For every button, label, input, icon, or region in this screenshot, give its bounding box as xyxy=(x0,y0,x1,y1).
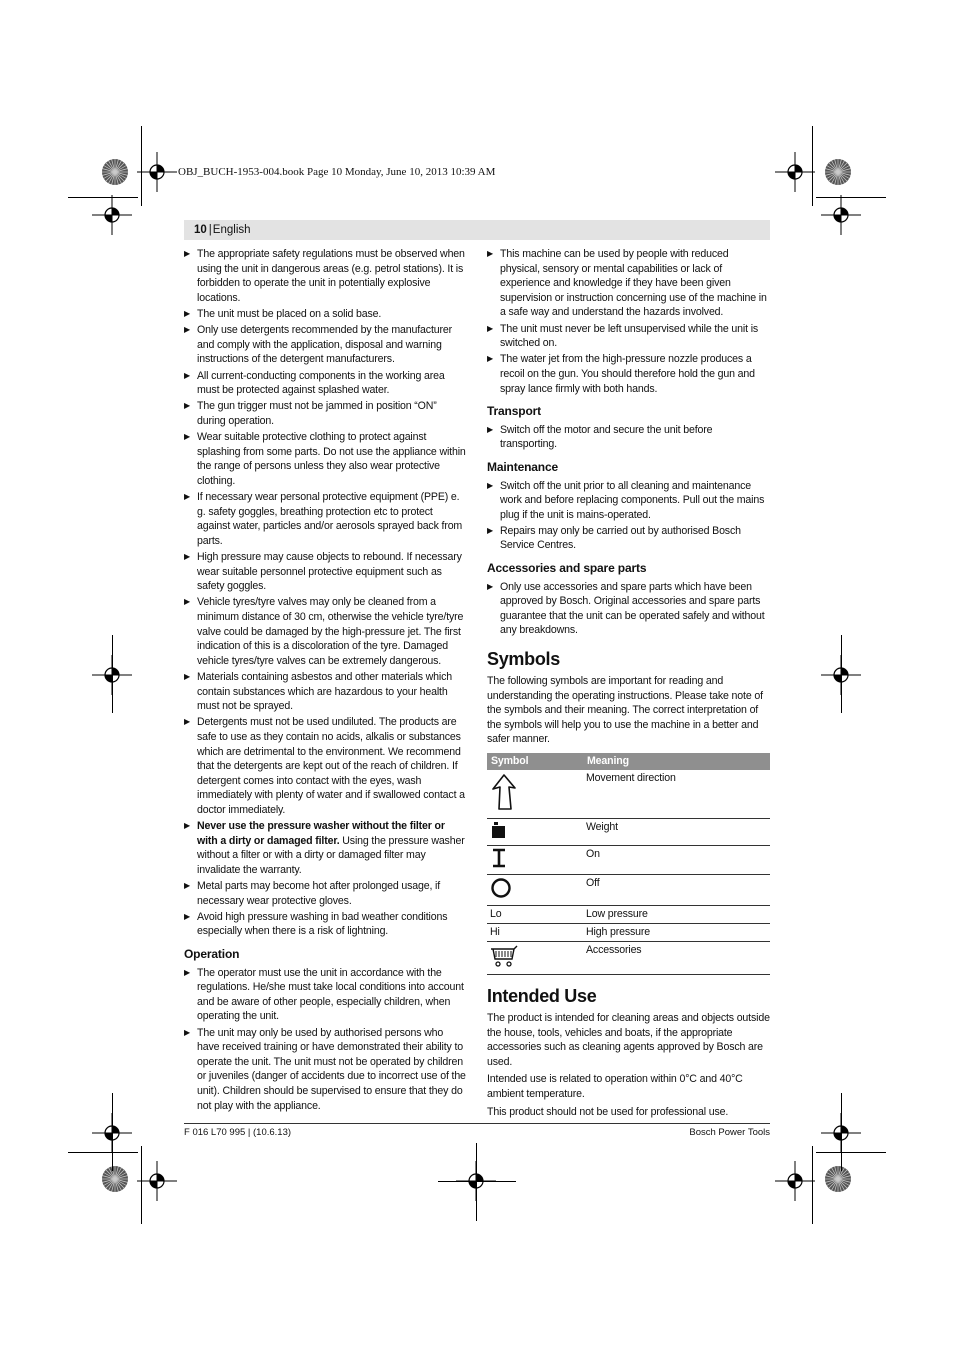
table-row xyxy=(487,906,770,924)
crop-mark-line xyxy=(816,1152,886,1153)
header-separator: | xyxy=(208,224,212,236)
col-meaning-header: Meaning xyxy=(583,753,770,770)
weight-icon xyxy=(490,821,508,839)
symbol-meaning: High pressure xyxy=(583,924,770,942)
symbol-meaning: Low pressure xyxy=(583,906,770,924)
filter-warning-text: Using the pressure washer without a filter or with a dirty or damaged filter may invalidate the warranty. xyxy=(197,834,465,876)
filter-warning-bold: Never use the pressure washer without the filter or with a dirty or damaged filter. xyxy=(197,820,445,847)
crop-mark-line xyxy=(841,635,842,713)
page-header xyxy=(184,220,770,240)
table-header-row xyxy=(487,753,770,770)
list-item: ▶ High pressure may cause objects to rebound. If necessary wear suitable personnel protective equipment such as safety goggles. xyxy=(184,550,466,594)
symbol-label: Hi xyxy=(487,924,583,942)
table-row xyxy=(487,819,770,846)
crop-mark-line xyxy=(141,1146,142,1224)
crop-mark-line xyxy=(141,126,142,206)
symbols-intro: The following symbols are important for reading and understanding the operating instructions. Please take note of the symbols and their meaning. The correct interpretation of the symbols will help you to use the machine in a better and safer manner. xyxy=(487,675,763,746)
list-item: ▶ Repairs may only be carried out by authorised Bosch Service Centres. xyxy=(487,524,770,553)
left-bullets xyxy=(184,247,466,939)
symbol-meaning: Weight xyxy=(583,819,770,846)
list-item: ▶ The unit may only be used by authorised persons who have received training or have demonstrated their ability to operate the unit. The unit must not be operated by children or juveniles (danger of accidents due to incorrect use of the unit). Children should be supervised to ensure that they do not play with the appliance. xyxy=(184,1026,466,1114)
intended-use-heading: Intended Use xyxy=(487,986,597,1006)
crop-mark-line xyxy=(816,197,886,198)
list-item: ▶ Switch off the unit prior to all cleaning and maintenance work and before replacing components. Pull out the mains plug if the unit is mains-operated. xyxy=(487,479,770,523)
col-symbol-header: Symbol xyxy=(487,753,583,770)
list-item: ▶ The operator must use the unit in accordance with the regulations. He/she must take local conditions into account and be aware of other people, especially children, when operating the unit. xyxy=(184,966,466,1024)
list-item: ▶ Vehicle tyres/tyre valves may only be cleaned from a minimum distance of 30 cm, otherwise the vehicle tyre/tyre valve could be damaged by the high-pressure jet. The first indication of this is a discoloration of the tyre. Damaged vehicle tyres/tyre valves can be extremely dangerous. xyxy=(184,595,466,668)
crop-mark-line xyxy=(112,635,113,713)
symbol-meaning: On xyxy=(583,846,770,875)
list-item: ▶ Avoid high pressure washing in bad weather conditions especially when there is a risk of lightning. xyxy=(184,910,466,939)
symbol-meaning: Accessories xyxy=(583,942,770,975)
registration-starburst-icon xyxy=(824,158,852,186)
right-column xyxy=(487,247,770,1122)
list-item: ▶ This machine can be used by people with reduced physical, sensory or mental capabilities or lack of experience and knowledge if they have been given supervision or instruction concerning use of the machine in a safe way and understand the hazards involved. xyxy=(487,247,770,320)
registration-crosshair-icon xyxy=(775,152,815,192)
list-item: ▶ All current-conducting components in the working area must be protected against splashed water. xyxy=(184,369,466,398)
table-row xyxy=(487,942,770,975)
list-item: ▶ The unit must never be left unsupervised while the unit is switched on. xyxy=(487,322,770,351)
crop-mark-line xyxy=(68,197,138,198)
list-item: ▶ Metal parts may become hot after prolonged usage, if necessary wear protective gloves. xyxy=(184,879,466,908)
list-item: ▶ Materials containing asbestos and other materials which contain substances which are hazardous to your health must not be sprayed. xyxy=(184,670,466,714)
off-symbol-icon xyxy=(490,877,512,899)
footer-doc-number: F 016 L70 995 | (10.6.13) xyxy=(184,1127,292,1138)
crop-mark-line xyxy=(812,1146,813,1224)
list-item: ▶ Switch off the motor and secure the unit before transporting. xyxy=(487,423,770,452)
header-language: English xyxy=(212,224,251,236)
list-item: ▶ The unit must be placed on a solid base. xyxy=(184,307,466,322)
crop-mark-line xyxy=(812,126,813,206)
registration-crosshair-icon xyxy=(137,152,177,192)
filter-warning-item xyxy=(184,819,466,877)
on-symbol-icon xyxy=(490,848,508,868)
registration-crosshair-icon xyxy=(821,195,861,235)
symbol-label: Lo xyxy=(487,906,583,924)
symbols-heading: Symbols xyxy=(487,649,560,670)
symbols-table xyxy=(487,753,770,975)
intended-use-paragraph: The product is intended for cleaning areas and objects outside the house, tools, vehicles and boats, if the appropriate accessories such as cleaning agents approved by Bosch are used. xyxy=(487,1012,770,1068)
print-info-line: OBJ_BUCH-1953-004.book Page 10 Monday, June 10, 2013 10:39 AM xyxy=(178,166,496,178)
movement-direction-arrow-icon xyxy=(490,772,518,812)
list-item: ▶ Detergents must not be used undiluted. The products are safe to use as they contain no acids, alkalis or substances which are detrimental to the environment. We recommend that the detergents are kept out of the reach of children. If detergent comes into contact with the eyes, wash immediately with plenty of water and if swallowed contact a doctor immediately. xyxy=(184,715,466,817)
registration-starburst-icon xyxy=(824,1165,852,1193)
registration-starburst-icon xyxy=(101,1165,129,1193)
accessories-cart-icon xyxy=(490,944,520,968)
crop-mark-line xyxy=(112,1093,113,1171)
list-item: ▶ Wear suitable protective clothing to protect against splashing from some parts. Do not use the appliance within the range of persons unless they also wear protective clothing. xyxy=(184,430,466,488)
maintenance-heading: Maintenance xyxy=(487,459,559,474)
crop-mark-line xyxy=(438,1181,516,1182)
crop-mark-line xyxy=(476,1143,477,1221)
symbol-meaning: Off xyxy=(583,875,770,906)
accessories-heading: Accessories and spare parts xyxy=(487,561,647,576)
list-item: ▶ If necessary wear personal protective equipment (PPE) e. g. safety goggles, breathing protection etc to protect against water, particles and/or aerosols sprayed back from parts. xyxy=(184,490,466,548)
registration-crosshair-icon xyxy=(92,195,132,235)
page-footer xyxy=(184,1123,770,1138)
list-item: ▶ Only use accessories and spare parts which have been approved by Bosch. Original accessories and spare parts guarantee that the unit can be operated safely and without any breakdowns. xyxy=(487,580,770,638)
page-number: 10 xyxy=(194,224,207,236)
registration-crosshair-icon xyxy=(775,1161,815,1201)
table-row xyxy=(487,770,770,819)
list-item: ▶ The gun trigger must not be jammed in position “ON” during operation. xyxy=(184,399,466,428)
operation-heading: Operation xyxy=(184,947,240,962)
symbol-meaning: Movement direction xyxy=(583,770,770,819)
list-item: ▶ The appropriate safety regulations must be observed when using the unit in dangerous areas (e.g. petrol stations). It is forbidden to operate the unit in potentially explosive locations. xyxy=(184,247,466,305)
intended-use-paragraph: Intended use is related to operation within 0°C and 40°C ambient temperature. xyxy=(487,1073,743,1100)
intended-use-paragraph: This product should not be used for professional use. xyxy=(487,1105,729,1118)
list-item: ▶ The water jet from the high-pressure nozzle produces a recoil on the gun. You should therefore hold the gun and spray lance firmly with both hands. xyxy=(487,352,770,396)
left-column xyxy=(184,247,466,1115)
table-row xyxy=(487,875,770,906)
table-row xyxy=(487,846,770,875)
transport-heading: Transport xyxy=(487,404,541,419)
crop-mark-line xyxy=(841,1093,842,1171)
table-row xyxy=(487,924,770,942)
crop-mark-line xyxy=(68,1152,138,1153)
list-item: ▶ Only use detergents recommended by the manufacturer and comply with the application, disposal and warning instructions of the detergent manufacturers. xyxy=(184,323,466,367)
registration-starburst-icon xyxy=(101,158,129,186)
registration-crosshair-icon xyxy=(137,1161,177,1201)
footer-brand: Bosch Power Tools xyxy=(689,1127,770,1138)
